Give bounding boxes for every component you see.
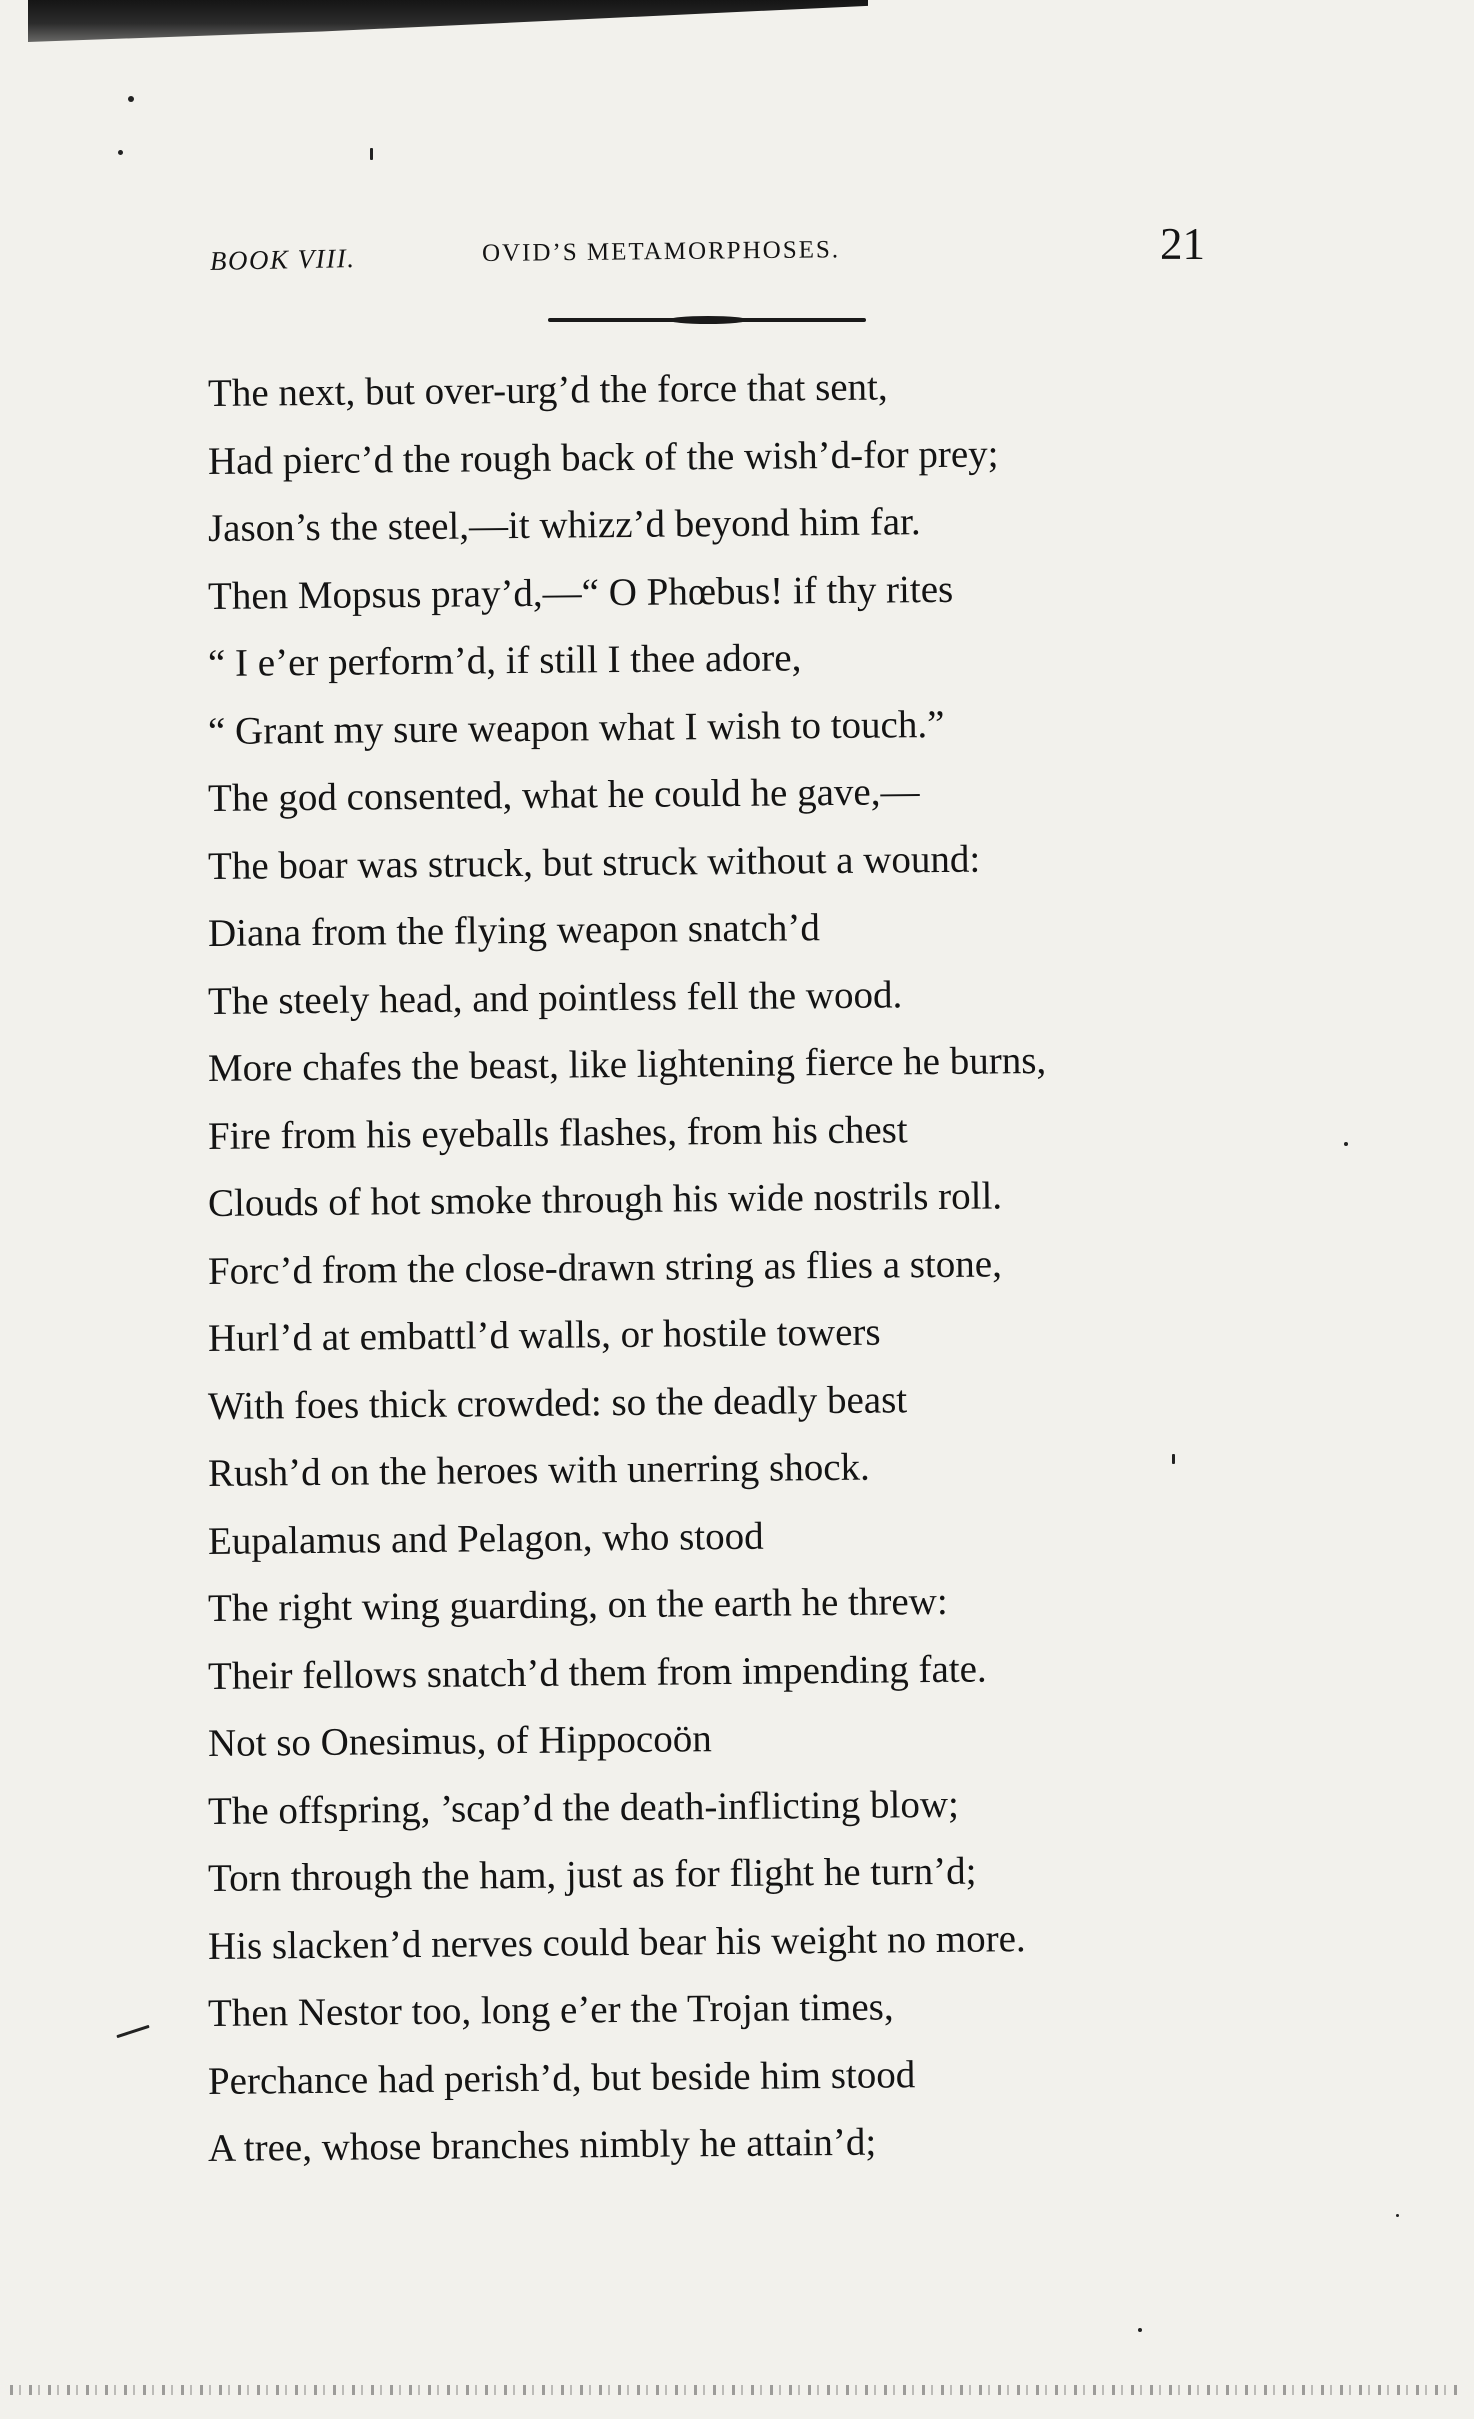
- scan-speck: [118, 150, 123, 155]
- verse-line: The god consented, what he could he gave,—: [207, 770, 920, 820]
- verse-line: Their fellows snatch’d them from impending fate.: [207, 1647, 987, 1698]
- verse-line: “ I e’er perform’d, if still I thee adore,: [207, 636, 802, 685]
- page-number: 21: [1160, 219, 1205, 269]
- scan-bottom-noise: [10, 2385, 1460, 2395]
- scan-speck: [1138, 2328, 1142, 2332]
- header-rule: [548, 318, 866, 322]
- verse-line: Then Nestor too, long e’er the Trojan times,: [207, 1985, 894, 2035]
- verse-line: Not so Onesimus, of Hippocoön: [207, 1717, 712, 1765]
- verse-line: A tree, whose branches nimbly he attain’d;: [207, 2120, 877, 2170]
- verse-line: Hurl’d at embattl’d walls, or hostile towers: [207, 1310, 881, 1360]
- verse-line: Diana from the flying weapon snatch’d: [207, 906, 821, 955]
- poem-text: [208, 360, 1208, 2183]
- verse-line: The offspring, ’scap’d the death-inflicting blow;: [207, 1782, 960, 1833]
- verse-line: Had pierc’d the rough back of the wish’d-for prey;: [207, 431, 999, 483]
- verse-line: The right wing guarding, on the earth he threw:: [207, 1579, 948, 1630]
- verse-line: Perchance had perish’d, but beside him stood: [207, 2052, 916, 2103]
- verse-line: The next, but over-urg’d the force that sent,: [207, 365, 888, 415]
- running-title: OVID’S METAMORPHOSES.: [481, 236, 841, 267]
- verse-line: Clouds of hot smoke through his wide nostrils roll.: [207, 1174, 1003, 1225]
- verse-line: “ Grant my sure weapon what I wish to touch.”: [207, 702, 945, 753]
- verse-line: The boar was struck, but struck without a wound:: [207, 837, 981, 888]
- verse-line: Torn through the ham, just as for flight he turn’d;: [207, 1849, 977, 1900]
- scan-speck: [1344, 1142, 1348, 1146]
- verse-line: Then Mopsus pray’d,—“ O Phœbus! if thy rites: [207, 567, 954, 618]
- verse-line: More chafes the beast, like lightening fierce he burns,: [207, 1038, 1047, 1090]
- verse-line: Fire from his eyeballs flashes, from his chest: [207, 1107, 908, 1158]
- verse-line: The steely head, and pointless fell the wood.: [207, 972, 903, 1023]
- scan-speck: [128, 96, 134, 102]
- verse-line: His slacken’d nerves could bear his weight no more.: [207, 1916, 1026, 1968]
- scan-edge-shadow: [28, 0, 868, 42]
- scan-speck: [370, 148, 373, 160]
- page-header: [210, 218, 1210, 288]
- verse-line: Rush’d on the heroes with unerring shock.: [207, 1445, 870, 1495]
- scan-speck: [116, 2025, 149, 2038]
- verse-line: Eupalamus and Pelagon, who stood: [207, 1514, 764, 1563]
- book-label: BOOK VIII.: [209, 242, 356, 276]
- scan-speck: [1396, 2214, 1399, 2217]
- verse-line: Forc’d from the close-drawn string as flies a stone,: [207, 1241, 1003, 1293]
- verse-line: With foes thick crowded: so the deadly beast: [207, 1377, 908, 1428]
- verse-line: Jason’s the steel,—it whizz’d beyond him far.: [207, 500, 921, 550]
- scan-speck: [1172, 1454, 1175, 1464]
